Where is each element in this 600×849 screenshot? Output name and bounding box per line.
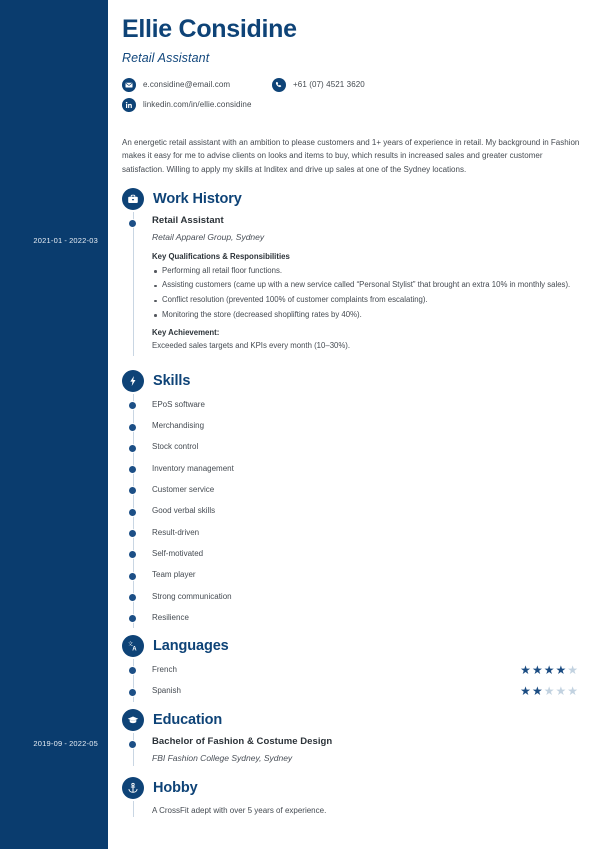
- section-hobby: [122, 775, 586, 818]
- flash-icon: [122, 370, 144, 392]
- job-title: Retail Assistant: [152, 214, 224, 226]
- contact-phone-text: +61 (07) 4521 3620: [293, 80, 365, 89]
- skill-item: [152, 394, 586, 415]
- briefcase-icon: [122, 188, 144, 210]
- hobby-text: A CrossFit adept with over 5 years of experience.: [152, 805, 327, 815]
- skill-label: Stock control: [152, 442, 199, 452]
- skill-label: Strong communication: [152, 591, 232, 601]
- skill-label: Customer service: [152, 485, 215, 495]
- star-icon: ★: [567, 662, 578, 677]
- language-rating-stars: [520, 685, 578, 697]
- star-icon: ★: [543, 683, 555, 698]
- contact-row: [122, 98, 586, 112]
- section-work-history: [122, 186, 586, 356]
- skill-label: Inventory management: [152, 463, 234, 473]
- section-title-education: Education: [153, 711, 223, 728]
- skill-item: [152, 479, 586, 500]
- work-date-dash: -: [64, 236, 68, 245]
- anchor-icon: [122, 777, 144, 799]
- responsibility-item: Performing all retail floor functions.: [152, 265, 586, 278]
- achievement-text: Exceeded sales targets and KPIs every month (10–30%).: [152, 341, 351, 351]
- phone-icon: [272, 78, 286, 92]
- skill-item: [152, 522, 586, 543]
- languages-timeline: [122, 659, 586, 702]
- contact-email[interactable]: [122, 78, 272, 92]
- skill-label: Team player: [152, 570, 196, 580]
- section-title-hobby: Hobby: [153, 779, 198, 796]
- contact-row: [122, 78, 586, 92]
- skill-item: [152, 436, 586, 457]
- work-history-timeline: [122, 212, 586, 356]
- education-date-to: 2022-05: [69, 739, 98, 748]
- section-header-work-history: [122, 186, 586, 212]
- skill-item: [152, 543, 586, 564]
- skill-item: [152, 415, 586, 436]
- section-title-work-history: Work History: [153, 190, 242, 207]
- skill-item: [152, 585, 586, 606]
- candidate-name: Ellie Considine: [122, 15, 297, 43]
- main-content: [108, 0, 600, 849]
- skill-item: [152, 607, 586, 628]
- skill-item: [152, 564, 586, 585]
- education-date-dash: -: [64, 739, 68, 748]
- education-date: [33, 739, 98, 748]
- contact-linkedin[interactable]: [122, 98, 252, 112]
- section-education: [122, 707, 586, 766]
- envelope-icon: [122, 78, 136, 92]
- contact-block: [122, 78, 586, 112]
- responsibilities-list: [152, 265, 586, 322]
- svg-text:A: A: [132, 646, 137, 652]
- skill-item: [152, 500, 586, 521]
- linkedin-icon: [122, 98, 136, 112]
- skill-label: EPoS software: [152, 399, 205, 409]
- responsibility-item: Conflict resolution (prevented 100% of customer complaints from escalating).: [152, 294, 586, 307]
- language-item: [152, 680, 586, 701]
- hobby-timeline: [122, 801, 586, 818]
- degree-title: Bachelor of Fashion & Costume Design: [152, 735, 333, 747]
- contact-phone[interactable]: [272, 78, 365, 92]
- skill-label: Resilience: [152, 612, 189, 622]
- star-icon: ★: [520, 683, 531, 698]
- contact-linkedin-text: linkedin.com/in/ellie.considine: [143, 100, 252, 109]
- skill-label: Result-driven: [152, 527, 200, 537]
- contact-email-text: e.considine@email.com: [143, 80, 231, 89]
- graduation-cap-icon: [122, 709, 144, 731]
- language-item: [152, 659, 586, 680]
- skill-label: Self-motivated: [152, 548, 204, 558]
- work-history-date: [33, 236, 98, 245]
- skill-label: Good verbal skills: [152, 506, 216, 516]
- work-date-from: 2021-01: [33, 236, 63, 245]
- star-icon: ★: [543, 662, 555, 677]
- translate-icon: [122, 635, 144, 657]
- skills-timeline: [122, 394, 586, 628]
- language-rating-stars: [520, 664, 578, 676]
- candidate-job-title: Retail Assistant: [122, 50, 210, 65]
- section-languages: [122, 633, 586, 702]
- section-header-skills: [122, 368, 586, 394]
- education-timeline: [122, 733, 586, 766]
- section-header-languages: [122, 633, 586, 659]
- section-skills: [122, 368, 586, 628]
- star-icon: ★: [531, 683, 543, 698]
- responsibility-item: Assisting customers (came up with a new service called “Personal Stylist” that brought an extra 10% in monthly sales).: [152, 279, 586, 292]
- skill-item: [152, 458, 586, 479]
- section-title-languages: Languages: [153, 637, 229, 654]
- section-header-hobby: [122, 775, 586, 801]
- education-date-from: 2019-09: [33, 739, 63, 748]
- section-title-skills: Skills: [153, 372, 191, 389]
- work-date-to: 2022-03: [69, 236, 98, 245]
- svg-text:文: 文: [127, 641, 133, 648]
- school-name: FBI Fashion College Sydney, Sydney: [152, 752, 293, 763]
- star-icon: ★: [555, 662, 567, 677]
- language-label: Spanish: [152, 686, 181, 696]
- star-icon: ★: [520, 662, 531, 677]
- professional-summary: An energetic retail assistant with an ambition to please customers and 1+ years of experience in retail. My background in Fashion makes it easy for me to advise clients on looks and items to buy, which results in increased sales and greater customer satisfaction. Willing to apply my skills at Inditex and drive up sales at one of the Sydney locations.: [122, 137, 580, 174]
- sidebar: [0, 0, 108, 849]
- achievement-label: Key Achievement:: [152, 328, 220, 338]
- responsibility-item: Monitoring the store (decreased shoplifting rates by 40%).: [152, 309, 586, 322]
- star-icon: ★: [531, 662, 543, 677]
- education-item: [152, 733, 586, 766]
- work-history-item: [152, 212, 586, 356]
- star-icon: ★: [555, 683, 567, 698]
- job-company: Retail Apparel Group, Sydney: [152, 231, 265, 242]
- skill-label: Merchandising: [152, 421, 205, 431]
- star-icon: ★: [567, 683, 578, 698]
- language-label: French: [152, 665, 177, 675]
- responsibilities-label: Key Qualifications & Responsibilities: [152, 251, 290, 261]
- section-header-education: [122, 707, 586, 733]
